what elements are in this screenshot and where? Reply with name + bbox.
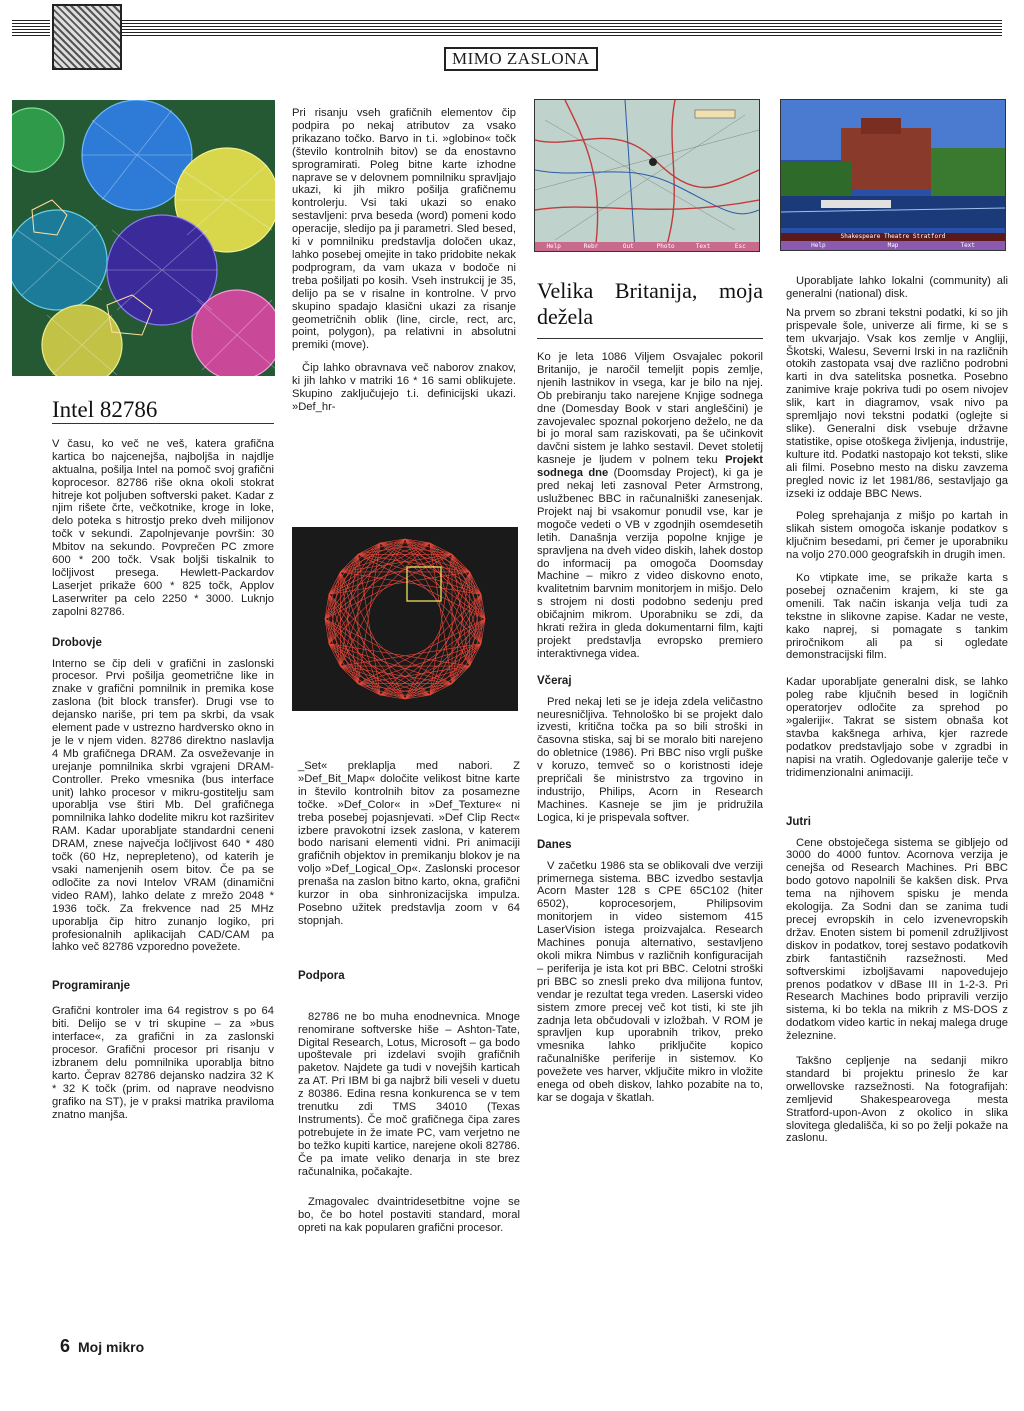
article-column-1	[52, 397, 274, 1129]
map-menu-item: Help	[546, 243, 561, 250]
map-menu-item: Rebr	[583, 243, 599, 250]
title-rule	[52, 423, 274, 424]
subheading-programiranje: Programiranje	[52, 980, 130, 993]
podpora-text: 82786 ne bo muha enodnevnica. Mnoge renomirane softverske hiše – Ashton-Tate, Digital Research, Lotus, Microsoft – ga bodo upoštevale pri izdelavi svojih grafičnih paketov. Najdete ga tudi v novejših karticah za AT. Pri IBM bi ga najbrž bili veseli v duetu z 80386. Edina resna konkurenca se v tem trenutku zdi TMS 34010 (Texas Instruments). Če moč grafičnega čipa zares potrebujete in že imate PC, vam verjetno ne bo težko kupiti kartice, narejene okoli 82786. Če pa imate veliko denarja in ste brez računalnika, počakajte.	[298, 1010, 520, 1178]
title-rule	[537, 338, 763, 339]
col4-paragraph-2: Na prvem so zbrani tekstni podatki, ki so jih prispevale šole, univerze ali firme, ki se s tem ukvarjajo. Vsak kos zemlje v Angliji, Škotski, Walesu, Severni Irski in na različnih otokih zastopata vsaj dve različno podrobni karti in dva satelitska posnetka. Posebno zanimive kraje pokriva tudi po osem nivojev slik, kart in diagramov, vsak nivo pa spremljajo novi tekstni podatki (oglejte si slike). Generalni disk vsebuje državne statistike, opise otoškega življenja, industrije, kulture itd. Podatki nastopajo kot teksti, slike ali filmi. Posebno mesto na disku zavzema pregled novic iz let 1981/86, sestavljajo ga izseki iz oddaje BBC News.	[786, 306, 1008, 500]
britanija-intro-b: (Doomsday Project), ki ga je pred nekaj leti zasnoval Peter Armstrong, uslužbenec BBC in računalniški zanesenjak. Projekt naj bi vsakomur ponudil vse, kar je mogoče vedeti o VB v zgodnjih osemdesetih letih. Današnja verzija popolne knjige je spravljena na dveh video diskih, lahek dostop do informacij pa omogoča Doomsday Machine – mikro z video diskovno enoto, kvalitetnim barvnim monitorjem in mišjo. Delo s strojem ni dosti podobno sedenju pred običajnim mikrom. Uporabniku se zdi, da hkrati režira in gleda dokumentarni film, kajti projekt predstavlja evropsko premiero interaktivnega videa.	[537, 467, 764, 660]
section-label: MIMO ZASLONA	[444, 47, 598, 71]
subheading-vceraj: Včeraj	[537, 674, 572, 687]
page-footer	[60, 1336, 144, 1357]
jutri-text-2: Takšno cepljenje na sedanji mikro standard bi projektu prineslo že kar orwellovske razsežnosti. Na fotografijah: zemljevid Shakespearovega mesta Stratford-upon-Avon z okolico in slika slovitega gledališča, ki so po želji pokaže na zaslonu.	[786, 1055, 1008, 1145]
theatre-screen-image	[780, 99, 1006, 251]
map-menu-item: Esc	[734, 243, 746, 250]
jutri-text: Cene obstoječega sistema se gibljejo od 3000 do 4000 funtov. Acornova verzija je cenejša od Research Machines. Pri BBC bodo gotovo napolnili še kakšen disk. Prva tema na njihovem spisku je menda ekologija. Za Sodni dan se zanima tudi precej evropskih in celo izvenevropskih držav. Enoten sistem bi pomenil združljivost diskov in podatkov, torej sestavo podatkovih zbirk fantastičnih razsežnosti. Med softverskimi izboljšavami napovedujejo prenos podatkov v dBase III in 1-2-3. Pri Research Machines bodo pripravili verzijo sistema, ki bo tekla na mikrih z MS-DOS z dodatkom video kartic in nekaj malega druge železnine.	[786, 836, 1009, 1043]
map-menu-item: Out	[622, 243, 634, 250]
article-title-intel: Intel 82786	[52, 397, 158, 422]
britanija-intro-bold: Projekt sodnega dne	[537, 454, 763, 480]
header-rule	[12, 20, 50, 36]
danes-text: V začetku 1986 sta se oblikovali dve verziji primernega sistema. BBC izvedbo sestavlja Acorn Master 128 s CPE 65C102 (hiter 6502), koprocesorjem, Philipsovim monitorjem in video sistemom 415 LaserVision istega proizvajalca. Research Machines ponuja alternativo, sestavljeno okoli mikra Nimbus v različnih konfiguracijah – periferija je ista kot pri BBC. Celotni stroški pri BBC so znesli preko dva milijona funtov, vendar je rezultat tega vreden. Laserski video sistem zmore precej več kot tisti, ki ste jih zadnja leta občudovali v izložbah. V ROM je spravljen kup uporabnih trikov, preko vmesnika lahko priključite kopico računalniške periferije in sistemov. Ko povežete ves harver, vključite mikro in vložite enega od obeh diskov, lahko pozabite na to, kar se dogaja v škatlah.	[537, 859, 763, 1104]
britanija-intro	[537, 351, 763, 661]
article-column-2	[292, 107, 516, 422]
col4-paragraph-3: Poleg sprehajanja z mišjo po kartah in slikah sistem omogoča iskanje podatkov s ključnim besedami, pri čemer je uporabniku na voljo 270.000 geografskih in drugih imen.	[786, 510, 1008, 562]
article-column-2b	[298, 760, 520, 1243]
article-column-4	[786, 275, 1008, 1153]
col4-paragraph-5: Kadar uporabljate generalni disk, se lahko poleg rabe ključnih besed in logičnih operatorjev odločite za sprehod po »galeriji«. Takrat se sistem obnaša kot stavba kakšnega arhiva, kjer razrede podatkov predstavljajo sobe v zgradbi in napisi na vratih. Ogledovanje galerije teče v tridimenzionalni animaciji.	[786, 676, 1008, 779]
header-rule	[122, 20, 1002, 36]
vceraj-text: Pred nekaj leti se je ideja zdela veličastno neuresničljiva. Tehnološko bi se projekt dalo izvesti, kritična točka pa so bili stroški in časovna stiska, saj bi se moralo biti narejeno do obletnice (1986). Pri BBC niso vrgli puške v koruzo, temveč so o koristnosti ideje prepričali še ministrstvo za trgovino in industrijo, Philips, Acorn in Research Machines. Kasneje se jim je pridružila Logica, ki je prispevala softver.	[537, 695, 763, 824]
col4-paragraph-1: Uporabljate lahko lokalni (community) ali generalni (national) disk.	[786, 275, 1008, 300]
map-screen-image	[534, 99, 760, 252]
magazine-name: Moj mikro	[78, 1339, 145, 1355]
wireframe-spheres-image	[12, 100, 275, 376]
drobovje-text: Interno se čip deli v grafični in zaslonski procesor. Prvi pošilja geometrične like in znake v grafični pomnilnik in premika kose zaslona (bit block transfer). Drugi vse to dejansko nariše, pri tem pa skrbi, da vsak element pade v ustrezno hardversko okno in je le v njem viden. 82786 direktno naslavlja 4 Mb grafičnega DRAM. Za osveževanje in urejanje pomnilnika skrbi vgrajeni DRAM-Controller. Preko vmesnika (bus interface unit) lahko procesor v mikru-gostitelju sam uporablja vse štiri Mb. Del grafičnega pomnilnika lahko dodelite mikru kot razširitev RAM. Kadar uporabljate standardni ceneni DRAM, znese največja ločljivost 640 * 480 točk (60 Hz, neprepleteno), od katerih je vsaki namenjenih osem bitov. Če pa se odločite za novi Intelov VRAM (dinamični video RAM), lahko delate z mrežo 2048 * 1936 točk. Za frekvence nad 25 MHz uporablja čip hitro zunanjo logiko, pri profesionalnih aplikacijah CAD/CAM pa lahko več 82786 vzporedno povežete.	[52, 657, 274, 954]
britanija-intro-a: Ko je leta 1086 Viljem Osvajalec pokoril Britanijo, je naročil temeljit popis zemlje, njenih lastnikov in vsega, kar je bilo na njej. Ob prebiranju tako narejene Knjige sodnega dne (Domesday Book v stari angleščini) je zavojevalec spoznal pokorjeno deželo, ne da bi jo moral sam raziskovati, pa še učinkovit davčni sistem je lahko sestavil. Devet stoletij kasneje je ljudem v polnem teku	[537, 351, 763, 467]
article-title-britanija: Velika Britanija, moja dežela	[537, 278, 763, 329]
col2-paragraph-3: _Set« preklaplja med nabori. Z »Def_Bit_Map« določite velikost bitne karte in število kontrolnih bitov za posamezne točke. »Def_Color« in »Def_Texture« ni treba posebej pojasnjevati. »Def Clip Rect« izbere pravokotni izsek zaslona, v katerem bodo narisani elementi vidni. Pri animaciji grafičnih objektov in premikanju blokov je na voljo »Def_Logical_Op«. Zaslonski procesor prenaša na zaslon bitno karto, okna, grafični kurzor in oba sinhronizacijska impulza. Posebno užitek predstavlja zoom v 64 stopnjah.	[298, 760, 520, 927]
theatre-menu-item: Help	[811, 242, 826, 249]
subheading-podpora: Podpora	[298, 969, 345, 982]
theatre-screen-menu	[781, 241, 1005, 250]
theatre-banner: Shakespeare Theatre Stratford	[781, 233, 1005, 241]
col2-paragraph-1: Pri risanju vseh grafičnih elementov čip podpira po nekaj atributov za vsako prikazano točko. Barvo in t.i. »globino« točk (število kontrolnih bitov) se da enostavno sprogramirati. Poleg bitne karte izhodne naprave se v delovnem pomnilniku spravljajo ukazi, ki jih mikro pošilja grafičnemu kontrolerju. Vsi taki ukazi so enako sestavljeni: prva beseda (word) pomeni kodo operacije, sledijo pa ji parametri. Sled besed, ki v pomnilniku predstavlja določen ukaz, lahko posebej omejite in tako pridobite nekak podprogram, da vam ukaza v bodoče ni treba pošiljati po kosih. Vseh instrukcij je 35, delijo pa se v risalne in kontrolne. V prvo skupino spadajo klasični ukazi za risanje geometričnih oblik (line, circle, rect, arc, point, polygon), pa relativni in absolutni premiki (move).	[292, 107, 516, 352]
theatre-menu-item: Map	[887, 242, 899, 249]
col4-paragraph-4: Ko vtipkate ime, se prikaže karta s posebej označenim krajem, ki ste ga omenili. Tak način iskanja velja tudi za tekstne in slikovne zapise. Kadar ne veste, kako naprej, si pomagate s tankim priročnikom ali pa si ogledate demonstracijski film.	[786, 572, 1008, 662]
page-number: 6	[60, 1336, 71, 1356]
map-screen-menu	[535, 242, 759, 251]
magazine-logo-icon	[52, 4, 122, 70]
intel-intro: V času, ko več ne veš, katera grafična kartica bo najcenejša, najboljša in najdlje aktualna, pošilja Intel na pomoč svoj grafični koprocesor. 82786 riše okna okoli stokrat hitreje kot poljuben softverski paket. Kadar z njim rišete črte, večkotnike, kroge in loke, delo poteka s hitrostjo preko dveh milijonov točk v sekundi. Zapolnjevanje površin: 30 Mbitov na sekundo. Povprečen PC zmore 600 * 200 točk. Vsak boljši tiskalnik to ločljivost presega. Hewlett-Packardov Laserjet prikaže 600 * 825 točk, Applov Laserwriter pa celo 2250 * 3000. Luknjo zapolni 82786.	[52, 437, 274, 618]
article-column-3	[537, 278, 763, 1113]
programiranje-text: Grafični kontroler ima 64 registrov s po 64 biti. Delijo se v tri skupine – za »bus interface«, za grafični in za zaslonski procesor. Grafični procesor pri risanju v izbranem delu pomnilnika uporablja bitno karto. Čeprav 82786 dejansko nadzira 32 K * 32 K točk (prim. od naprave neodvisno grafiko na ST), je v praksi matrika praviloma znatno manjša.	[52, 1005, 274, 1121]
podpora-text-2: Zmagovalec dvaintridesetbitne vojne se bo, če bo hotel postaviti standard, moral opreti na kak popularen grafični procesor.	[298, 1196, 520, 1235]
map-menu-item: Photo	[656, 243, 675, 250]
col2-paragraph-2: Čip lahko obravnava več naborov znakov, ki jih lahko v matriki 16 * 16 sami oblikujete. Skupino zaključujejo t.i. definicijski ukazi. »Def_hr-	[292, 362, 516, 413]
subheading-drobovje: Drobovje	[52, 636, 102, 649]
theatre-menu-item: Text	[960, 242, 975, 249]
subheading-jutri: Jutri	[786, 815, 811, 828]
subheading-danes: Danes	[537, 838, 572, 851]
map-menu-item: Text	[695, 243, 711, 250]
red-net-image	[292, 527, 518, 711]
